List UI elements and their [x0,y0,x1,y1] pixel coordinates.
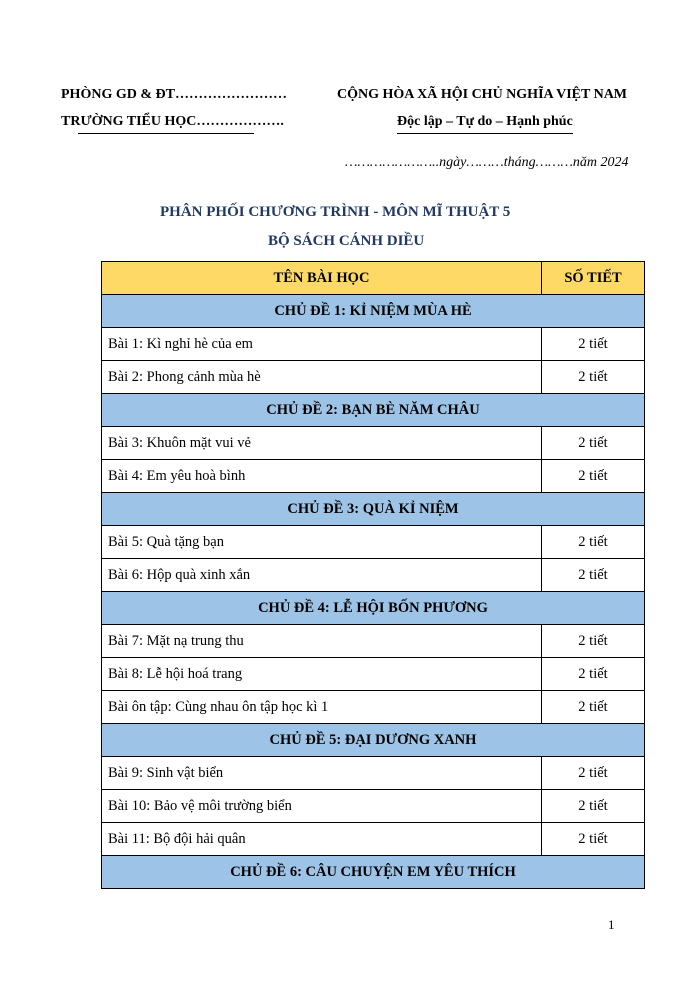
topic-title: CHỦ ĐỀ 2: BẠN BÈ NĂM CHÂU [102,394,645,427]
topic-row [102,724,645,757]
national-title: CỘNG HÒA XÃ HỘI CHỦ NGHĨA VIỆT NAM [337,87,628,102]
document-title: PHÂN PHỐI CHƯƠNG TRÌNH - MÔN MĨ THUẬT 5 [160,204,511,220]
lesson-row [102,658,645,691]
lesson-name: Bài 5: Quà tặng bạn [102,526,542,559]
lesson-periods: 2 tiết [542,823,645,856]
lesson-periods: 2 tiết [542,526,645,559]
lesson-periods: 2 tiết [542,559,645,592]
lesson-row [102,361,645,394]
lesson-name: Bài 6: Hộp quà xinh xắn [102,559,542,592]
lesson-periods: 2 tiết [542,757,645,790]
lesson-name: Bài 3: Khuôn mặt vui vẻ [102,427,542,460]
curriculum-table [101,261,645,889]
topic-title: CHỦ ĐỀ 1: KỈ NIỆM MÙA HÈ [102,295,645,328]
document-subtitle: BỘ SÁCH CÁNH DIỀU [268,233,425,249]
lesson-row [102,691,645,724]
lesson-name: Bài 8: Lễ hội hoá trang [102,658,542,691]
lesson-row [102,823,645,856]
lesson-periods: 2 tiết [542,625,645,658]
lesson-name: Bài 10: Bảo vệ môi trường biển [102,790,542,823]
lesson-periods: 2 tiết [542,658,645,691]
lesson-name: Bài 11: Bộ đội hải quân [102,823,542,856]
lesson-name: Bài 9: Sinh vật biển [102,757,542,790]
table-header-row [102,262,645,295]
lesson-periods: 2 tiết [542,328,645,361]
topic-title: CHỦ ĐỀ 6: CÂU CHUYỆN EM YÊU THÍCH [102,856,645,889]
lesson-row [102,526,645,559]
column-header-lesson: TÊN BÀI HỌC [102,262,542,295]
lesson-periods: 2 tiết [542,790,645,823]
national-motto: Độc lập – Tự do – Hạnh phúc [397,114,573,129]
topic-row [102,295,645,328]
topic-row [102,856,645,889]
date-line: …………………..ngày………tháng………năm 2024 [345,155,629,170]
lesson-row [102,328,645,361]
lesson-row [102,559,645,592]
department-label: PHÒNG GD & ĐT…………………… [61,87,287,102]
page-number: 1 [608,917,615,932]
lesson-name: Bài 7: Mặt nạ trung thu [102,625,542,658]
lesson-periods: 2 tiết [542,691,645,724]
lesson-periods: 2 tiết [542,361,645,394]
motto-underline [397,133,573,134]
lesson-row [102,460,645,493]
lesson-name: Bài ôn tập: Cùng nhau ôn tập học kì 1 [102,691,542,724]
topic-title: CHỦ ĐỀ 4: LỄ HỘI BỐN PHƯƠNG [102,592,645,625]
column-header-periods: SỐ TIẾT [542,262,645,295]
lesson-name: Bài 4: Em yêu hoà bình [102,460,542,493]
lesson-row [102,427,645,460]
lesson-name: Bài 1: Kì nghỉ hè của em [102,328,542,361]
school-label: TRƯỜNG TIỂU HỌC………………. [61,114,284,129]
lesson-row [102,790,645,823]
lesson-periods: 2 tiết [542,460,645,493]
topic-title: CHỦ ĐỀ 3: QUÀ KỈ NIỆM [102,493,645,526]
lesson-row [102,625,645,658]
topic-row [102,493,645,526]
school-underline [78,133,254,134]
lesson-periods: 2 tiết [542,427,645,460]
topic-row [102,394,645,427]
topic-title: CHỦ ĐỀ 5: ĐẠI DƯƠNG XANH [102,724,645,757]
curriculum-table-body [102,262,645,889]
topic-row [102,592,645,625]
lesson-name: Bài 2: Phong cảnh mùa hè [102,361,542,394]
lesson-row [102,757,645,790]
